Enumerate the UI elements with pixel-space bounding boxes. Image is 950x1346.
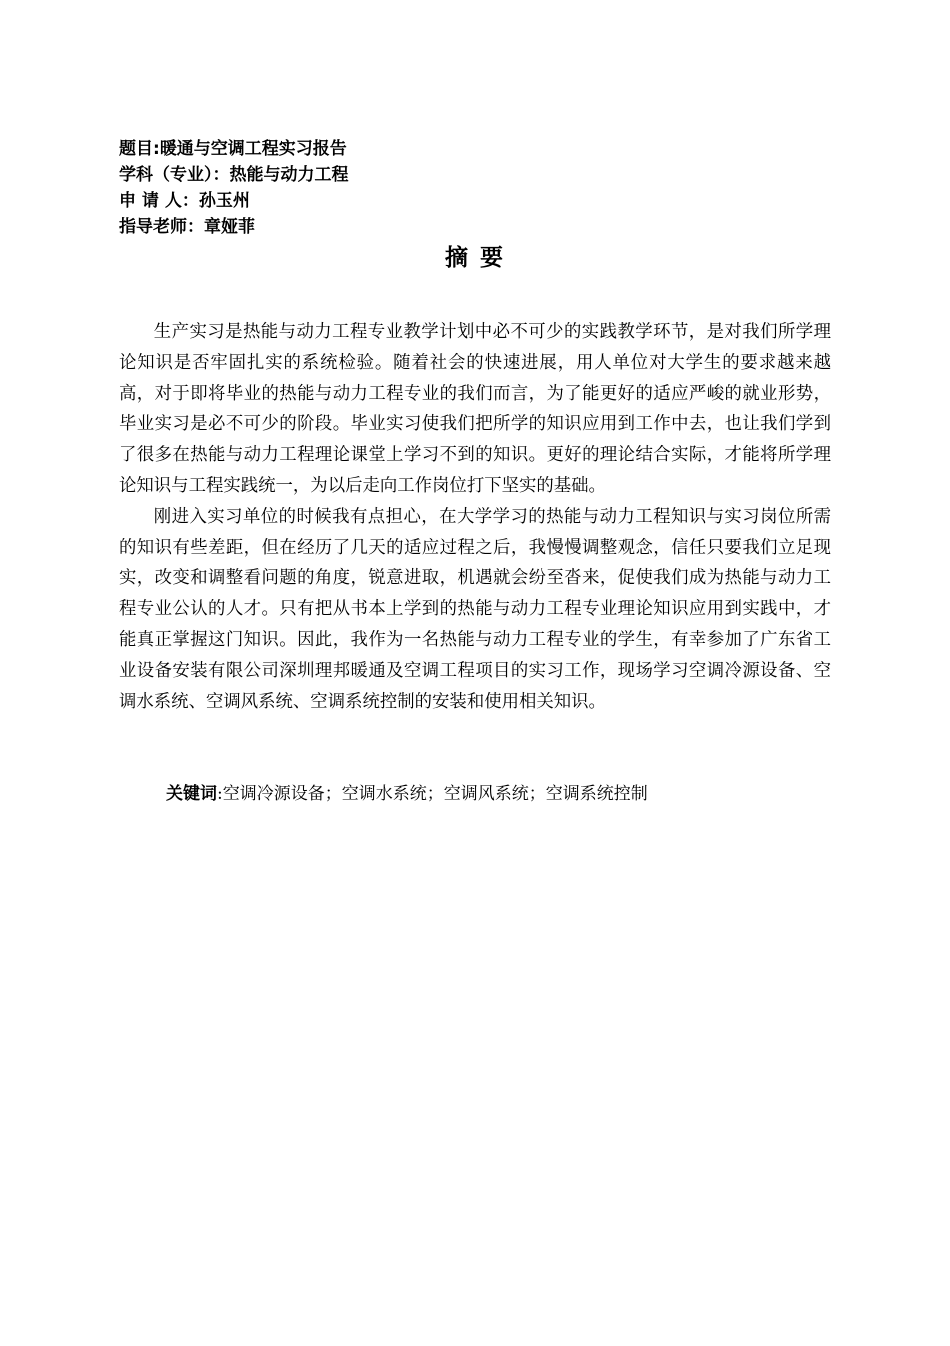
major-value: 热能与动力工程 [229,165,349,185]
applicant-value: 孙玉州 [198,191,250,211]
title-value: 暖通与空调工程实习报告 [159,139,347,159]
keywords-separator: : [217,784,223,804]
abstract-body [119,317,831,717]
abstract-heading: 摘 要 [444,245,505,271]
abstract-paragraph-2: 刚进入实习单位的时候我有点担心，在大学学习的热能与动力工程知识与实习岗位所需的知识有些差距，但在经历了几天的适应过程之后，我慢慢调整观念，信任只要我们立足现实，改变和调整看问题的角度，锐意进取，机遇就会纷至沓来，促使我们成为热能与动力工程专业公认的人才。只有把从书本上学到的热能与动力工程专业理论知识应用到实践中，才能真正掌握这门知识。因此，我作为一名热能与动力工程专业的学生，有幸参加了广东省工业设备安装有限公司深圳理邦暖通及空调工程项目的实习工作，现场学习空调冷源设备、空调水系统、空调风系统、空调系统控制的安装和使用相关知识。 [119,506,831,712]
applicant-line [119,188,719,214]
advisor-label: 指导老师： [119,217,204,237]
keywords-value: 空调冷源设备；空调水系统；空调风系统；空调系统控制 [222,784,648,804]
abstract-paragraph-1: 生产实习是热能与动力工程专业教学计划中必不可少的实践教学环节，是对我们所学理论知识是否牢固扎实的系统检验。随着社会的快速进展，用人单位对大学生的要求越来越高，对于即将毕业的热能与动力工程专业的我们而言，为了能更好的适应严峻的就业形势，毕业实习是必不可少的阶段。毕业实习使我们把所学的知识应用到工作中去，也让我们学到了很多在热能与动力工程理论课堂上学习不到的知识。更好的理论结合实际，才能将所学理论知识与工程实践统一，为以后走向工作岗位打下坚实的基础。 [119,322,831,496]
advisor-value: 章娅菲 [204,217,255,237]
applicant-label: 申 请 人： [119,191,199,211]
keywords-line [166,780,831,808]
report-meta [119,136,719,240]
major-line [119,162,719,188]
title-line [119,136,719,162]
title-label: 题目: [119,139,160,159]
keywords-label: 关键词 [166,784,217,804]
major-label: 学科（专业）： [119,165,230,185]
advisor-line [119,214,719,240]
